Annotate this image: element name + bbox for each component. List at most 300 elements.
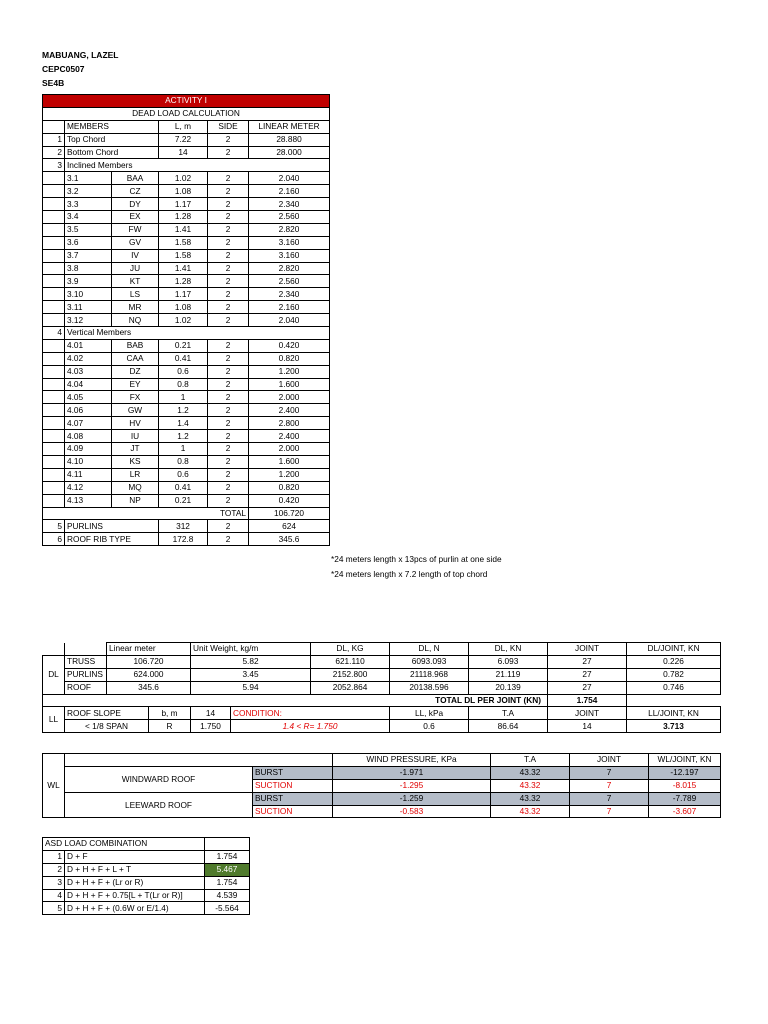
member-length: 1.17	[159, 288, 208, 301]
wl-type: BURST	[253, 766, 333, 779]
asd-combination: D + H + F + (Lr or R)	[65, 876, 205, 889]
member-side: 2	[208, 468, 249, 481]
member-linear-meter: 0.420	[249, 494, 330, 507]
member-id: 3.1	[65, 172, 112, 185]
member-side: 2	[208, 378, 249, 391]
table-row	[43, 430, 330, 443]
purlin-note: *24 meters length x 13pcs of purlin at one side	[331, 554, 502, 564]
member-code: EX	[112, 211, 159, 224]
table-row	[43, 391, 330, 404]
member-id: 4.08	[65, 430, 112, 443]
member-linear-meter: 1.600	[249, 378, 330, 391]
member-side: 2	[208, 275, 249, 288]
member-id: 3.4	[65, 211, 112, 224]
member-id: 4.07	[65, 417, 112, 430]
member-length: 0.6	[159, 468, 208, 481]
table-row	[43, 889, 250, 902]
row-number	[43, 481, 65, 494]
member-id: 4.13	[65, 494, 112, 507]
member-side: 2	[208, 172, 249, 185]
ll-per-joint: 3.713	[627, 720, 721, 733]
wl-cell: -1.259	[333, 792, 491, 805]
row-number: 1	[43, 133, 65, 146]
table-row	[43, 275, 330, 288]
member-code: IV	[112, 249, 159, 262]
ll-joint-header: JOINT	[548, 707, 627, 720]
dl-cell: 6093.093	[390, 655, 469, 668]
dl-cell: 106.720	[107, 655, 191, 668]
member-linear-meter: 2.560	[249, 211, 330, 224]
member-id: 4.04	[65, 378, 112, 391]
table-row	[43, 288, 330, 301]
row-number	[43, 211, 65, 224]
dl-label: DL	[43, 655, 65, 694]
member-side: 2	[208, 520, 249, 533]
ll-roof-slope: ROOF SLOPE	[65, 707, 149, 720]
windward-roof: WINDWARD ROOF	[65, 766, 253, 792]
group-label: Inclined Members	[65, 159, 330, 172]
member-side: 2	[208, 223, 249, 236]
table-row	[43, 236, 330, 249]
member-length: 0.21	[159, 339, 208, 352]
member-code: MQ	[112, 481, 159, 494]
table-row	[43, 133, 330, 146]
wl-cell: 43.32	[491, 792, 570, 805]
member-linear-meter: 0.420	[249, 339, 330, 352]
member-length: 0.6	[159, 365, 208, 378]
member-code: GW	[112, 404, 159, 417]
member-id: 4.12	[65, 481, 112, 494]
member-id: 4.09	[65, 443, 112, 456]
dl-cell: 20.139	[469, 681, 548, 694]
hdr-unit-weight: Unit Weight, kg/m	[191, 643, 311, 656]
group-label: Vertical Members	[65, 327, 330, 340]
member-side: 2	[208, 481, 249, 494]
member-length: 1.58	[159, 236, 208, 249]
dl-row-name: ROOF	[65, 681, 107, 694]
member-linear-meter: 2.160	[249, 185, 330, 198]
row-number	[43, 443, 65, 456]
member-code: KT	[112, 275, 159, 288]
member-code: GV	[112, 236, 159, 249]
row-number	[43, 301, 65, 314]
member-linear-meter: 0.820	[249, 481, 330, 494]
asd-value: 1.754	[205, 850, 250, 863]
member-side: 2	[208, 288, 249, 301]
member-linear-meter: 345.6	[249, 533, 330, 546]
member-linear-meter: 1.600	[249, 455, 330, 468]
table-row	[43, 455, 330, 468]
ll-r-value: 1.750	[191, 720, 231, 733]
ll-condition: 1.4 < R= 1.750	[231, 720, 390, 733]
member-id: 3.12	[65, 314, 112, 327]
member-side: 2	[208, 146, 249, 159]
dl-row-name: PURLINS	[65, 668, 107, 681]
member-linear-meter: 2.160	[249, 301, 330, 314]
dl-cell: 21.119	[469, 668, 548, 681]
row-number	[43, 262, 65, 275]
row-number	[43, 236, 65, 249]
total-dl-label: TOTAL DL PER JOINT (KN)	[43, 694, 548, 707]
leeward-roof: LEEWARD ROOF	[65, 792, 253, 818]
member-code: LR	[112, 468, 159, 481]
table-row	[43, 223, 330, 236]
asd-combination: D + F	[65, 850, 205, 863]
row-number: 2	[43, 146, 65, 159]
row-number	[43, 455, 65, 468]
table-row	[43, 327, 330, 340]
hdr-joint: JOINT	[548, 643, 627, 656]
member-id: 3.6	[65, 236, 112, 249]
row-number	[43, 185, 65, 198]
member-side: 2	[208, 533, 249, 546]
table-row	[43, 211, 330, 224]
wl-cell: 7	[570, 805, 649, 818]
row-number: 5	[43, 520, 65, 533]
dl-cell: 6.093	[469, 655, 548, 668]
row-number	[43, 494, 65, 507]
row-number	[43, 417, 65, 430]
student-name: MABUANG, LAZEL	[42, 50, 119, 60]
member-length: 1.17	[159, 198, 208, 211]
member-length: 1.02	[159, 172, 208, 185]
member-id: 4.10	[65, 455, 112, 468]
member-length: 312	[159, 520, 208, 533]
section: SE4B	[42, 78, 65, 88]
member-side: 2	[208, 339, 249, 352]
member-length: 1	[159, 443, 208, 456]
member-side: 2	[208, 352, 249, 365]
row-number: 4	[43, 327, 65, 340]
member-length: 1.08	[159, 301, 208, 314]
ll-ta-header: T.A	[469, 707, 548, 720]
dl-cell: 2052.864	[311, 681, 390, 694]
member-linear-meter: 2.560	[249, 275, 330, 288]
blank-cell	[43, 120, 65, 133]
ll-per-joint-header: LL/JOINT, KN	[627, 707, 721, 720]
table-row	[43, 863, 250, 876]
hdr-dl-kg: DL, KG	[311, 643, 390, 656]
table-row	[43, 468, 330, 481]
row-number	[43, 275, 65, 288]
asd-value: 4.539	[205, 889, 250, 902]
row-number: 6	[43, 533, 65, 546]
member-linear-meter: 2.800	[249, 417, 330, 430]
activity-subtitle: DEAD LOAD CALCULATION	[43, 107, 330, 120]
table-row	[43, 365, 330, 378]
row-number	[43, 339, 65, 352]
member-id: 4.06	[65, 404, 112, 417]
member-id: 3.8	[65, 262, 112, 275]
row-number: 3	[43, 159, 65, 172]
wind-load-table	[42, 753, 721, 818]
wl-pressure-header: WIND PRESSURE, KPa	[333, 754, 491, 767]
member-linear-meter: 2.340	[249, 198, 330, 211]
member-code: BAB	[112, 339, 159, 352]
member-length: 1.4	[159, 417, 208, 430]
member-id: 3.10	[65, 288, 112, 301]
table-row	[43, 404, 330, 417]
row-number	[43, 365, 65, 378]
member-name: ROOF RIB TYPE	[65, 533, 159, 546]
member-code: IU	[112, 430, 159, 443]
ll-joint: 14	[548, 720, 627, 733]
table-row	[43, 352, 330, 365]
member-id: 3.7	[65, 249, 112, 262]
dl-cell: 345.6	[107, 681, 191, 694]
member-side: 2	[208, 314, 249, 327]
row-number	[43, 198, 65, 211]
member-linear-meter: 2.000	[249, 443, 330, 456]
member-side: 2	[208, 494, 249, 507]
member-id: 4.02	[65, 352, 112, 365]
member-id: 3.5	[65, 223, 112, 236]
dl-cell: 621.110	[311, 655, 390, 668]
member-code: BAA	[112, 172, 159, 185]
asd-number: 1	[43, 850, 65, 863]
col-linear-meter: LINEAR METER	[249, 120, 330, 133]
total-value: 106.720	[249, 507, 330, 520]
member-code: JU	[112, 262, 159, 275]
dl-cell: 27	[548, 681, 627, 694]
member-side: 2	[208, 211, 249, 224]
member-linear-meter: 624	[249, 520, 330, 533]
dead-load-table	[42, 94, 330, 546]
ll-b-value: 14	[191, 707, 231, 720]
member-side: 2	[208, 404, 249, 417]
member-linear-meter: 2.040	[249, 314, 330, 327]
table-row	[43, 443, 330, 456]
wl-type: SUCTION	[253, 779, 333, 792]
member-code: HV	[112, 417, 159, 430]
member-length: 1.58	[159, 249, 208, 262]
member-length: 14	[159, 146, 208, 159]
table-row	[43, 494, 330, 507]
dl-cell: 0.746	[627, 681, 721, 694]
member-id: 4.11	[65, 468, 112, 481]
member-id: 4.03	[65, 365, 112, 378]
member-code: LS	[112, 288, 159, 301]
member-code: DZ	[112, 365, 159, 378]
wl-type: SUCTION	[253, 805, 333, 818]
wl-cell: 43.32	[491, 779, 570, 792]
table-row	[43, 533, 330, 546]
member-code: JT	[112, 443, 159, 456]
member-side: 2	[208, 301, 249, 314]
member-linear-meter: 1.200	[249, 468, 330, 481]
table-row	[43, 417, 330, 430]
dl-cell: 0.782	[627, 668, 721, 681]
table-row	[43, 172, 330, 185]
dl-cell: 27	[548, 655, 627, 668]
wl-type: BURST	[253, 792, 333, 805]
member-side: 2	[208, 133, 249, 146]
member-linear-meter: 2.820	[249, 223, 330, 236]
table-row	[43, 301, 330, 314]
member-id: 3.3	[65, 198, 112, 211]
dl-cell: 5.94	[191, 681, 311, 694]
member-linear-meter: 0.820	[249, 352, 330, 365]
row-number	[43, 391, 65, 404]
wl-cell: 43.32	[491, 805, 570, 818]
member-name: Bottom Chord	[65, 146, 159, 159]
asd-load-combination-table	[42, 837, 250, 915]
member-length: 0.8	[159, 455, 208, 468]
row-number	[43, 288, 65, 301]
table-row	[43, 876, 250, 889]
member-length: 0.21	[159, 494, 208, 507]
member-code: DY	[112, 198, 159, 211]
member-linear-meter: 3.160	[249, 249, 330, 262]
asd-number: 5	[43, 902, 65, 915]
row-number	[43, 249, 65, 262]
member-code: FX	[112, 391, 159, 404]
member-length: 0.41	[159, 481, 208, 494]
ll-kpa-header: LL, kPa	[390, 707, 469, 720]
member-code: KS	[112, 455, 159, 468]
ll-label: LL	[43, 707, 65, 733]
member-length: 1	[159, 391, 208, 404]
asd-combination: D + H + F + 0.75[L + T(Lr or R)]	[65, 889, 205, 902]
member-length: 1.02	[159, 314, 208, 327]
member-code: MR	[112, 301, 159, 314]
table-row	[43, 850, 250, 863]
row-number	[43, 404, 65, 417]
table-row	[43, 185, 330, 198]
member-name: PURLINS	[65, 520, 159, 533]
dl-cell: 20138.596	[390, 681, 469, 694]
asd-value: 1.754	[205, 876, 250, 889]
row-number	[43, 352, 65, 365]
row-number	[43, 223, 65, 236]
member-linear-meter: 2.400	[249, 430, 330, 443]
hdr-dl-kn: DL, KN	[469, 643, 548, 656]
wl-cell: 43.32	[491, 766, 570, 779]
asd-combination: D + H + F + L + T	[65, 863, 205, 876]
member-code: CAA	[112, 352, 159, 365]
member-id: 4.01	[65, 339, 112, 352]
row-number	[43, 468, 65, 481]
member-length: 7.22	[159, 133, 208, 146]
table-row	[43, 902, 250, 915]
member-code: NP	[112, 494, 159, 507]
dl-cell: 3.45	[191, 668, 311, 681]
member-length: 1.2	[159, 404, 208, 417]
hdr-linear-meter: Linear meter	[107, 643, 191, 656]
wl-cell: -8.015	[649, 779, 721, 792]
dl-cell: 21118.968	[390, 668, 469, 681]
dl-ll-table	[42, 642, 721, 733]
dl-cell: 5.82	[191, 655, 311, 668]
course-code: CEPC0507	[42, 64, 85, 74]
member-linear-meter: 28.880	[249, 133, 330, 146]
member-length: 1.08	[159, 185, 208, 198]
table-row	[43, 249, 330, 262]
member-id: 3.11	[65, 301, 112, 314]
member-id: 4.05	[65, 391, 112, 404]
ll-r-label: R	[149, 720, 191, 733]
asd-number: 3	[43, 876, 65, 889]
dl-row-name: TRUSS	[65, 655, 107, 668]
wl-ta-header: T.A	[491, 754, 570, 767]
col-length: L, m	[159, 120, 208, 133]
member-linear-meter: 2.000	[249, 391, 330, 404]
member-side: 2	[208, 262, 249, 275]
wl-cell: -7.789	[649, 792, 721, 805]
dl-cell: 0.226	[627, 655, 721, 668]
member-linear-meter: 3.160	[249, 236, 330, 249]
wl-cell: 7	[570, 792, 649, 805]
wl-cell: 7	[570, 766, 649, 779]
member-linear-meter: 2.820	[249, 262, 330, 275]
member-linear-meter: 2.040	[249, 172, 330, 185]
asd-title: ASD LOAD COMBINATION	[43, 838, 205, 851]
row-number	[43, 314, 65, 327]
row-number	[43, 378, 65, 391]
wl-cell: -12.197	[649, 766, 721, 779]
total-dl-value: 1.754	[548, 694, 627, 707]
member-side: 2	[208, 417, 249, 430]
member-name: Top Chord	[65, 133, 159, 146]
member-length: 1.41	[159, 262, 208, 275]
col-members: MEMBERS	[65, 120, 159, 133]
member-side: 2	[208, 185, 249, 198]
member-linear-meter: 2.340	[249, 288, 330, 301]
hdr-dl-n: DL, N	[390, 643, 469, 656]
asd-value: 5.467	[205, 863, 250, 876]
member-side: 2	[208, 430, 249, 443]
member-side: 2	[208, 391, 249, 404]
wl-cell: -1.971	[333, 766, 491, 779]
member-linear-meter: 1.200	[249, 365, 330, 378]
member-code: FW	[112, 223, 159, 236]
member-linear-meter: 28.000	[249, 146, 330, 159]
table-row	[43, 520, 330, 533]
member-length: 172.8	[159, 533, 208, 546]
dl-cell: 624.000	[107, 668, 191, 681]
member-side: 2	[208, 198, 249, 211]
member-id: 3.9	[65, 275, 112, 288]
wl-cell: -1.295	[333, 779, 491, 792]
total-label: TOTAL	[43, 507, 249, 520]
wl-cell: -3.607	[649, 805, 721, 818]
member-length: 1.28	[159, 275, 208, 288]
row-number	[43, 430, 65, 443]
member-side: 2	[208, 455, 249, 468]
member-length: 0.8	[159, 378, 208, 391]
table-row	[43, 481, 330, 494]
ll-ta: 86.64	[469, 720, 548, 733]
dl-cell: 2152.800	[311, 668, 390, 681]
member-side: 2	[208, 249, 249, 262]
table-row	[43, 198, 330, 211]
member-linear-meter: 2.400	[249, 404, 330, 417]
member-code: CZ	[112, 185, 159, 198]
ll-b-label: b, m	[149, 707, 191, 720]
member-side: 2	[208, 365, 249, 378]
ll-kpa: 0.6	[390, 720, 469, 733]
col-side: SIDE	[208, 120, 249, 133]
activity-banner: ACTIVITY I	[43, 95, 330, 108]
member-side: 2	[208, 443, 249, 456]
wl-label: WL	[43, 754, 65, 818]
member-length: 0.41	[159, 352, 208, 365]
table-row	[43, 339, 330, 352]
member-id: 3.2	[65, 185, 112, 198]
wl-per-joint-header: WL/JOINT, KN	[649, 754, 721, 767]
wl-cell: -0.583	[333, 805, 491, 818]
ll-condition-label: CONDITION:	[231, 707, 390, 720]
